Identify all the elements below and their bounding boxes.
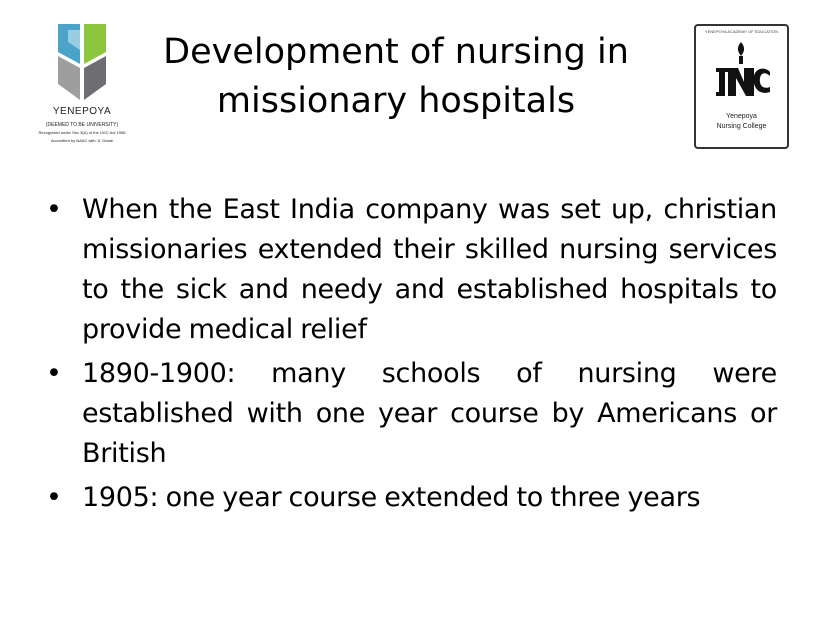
yenepoya-university-logo (22, 20, 142, 155)
bullet-text: 1905: one year course extended to three years (82, 482, 701, 513)
bullet-dot: • (46, 194, 62, 225)
logo-right-caption-2: Nursing College (716, 123, 767, 130)
bullet-text: 1890-1900: many schools of nursing were established with one year course by Americans or British (82, 358, 777, 469)
bullet-dot: • (46, 358, 62, 389)
logo-right-caption-1: Yenepoya (726, 113, 757, 120)
logo-left-line2: Recognized under Sec 3(A) of the UGC Act 1956 (38, 130, 126, 135)
bullet-list (46, 190, 777, 522)
logo-right-top-text: YENEPOYA ACADEMY OF EDUCATION (704, 29, 779, 34)
bullet-item (46, 478, 777, 518)
bullet-item (46, 190, 777, 350)
nursing-college-logo (694, 24, 789, 149)
bullet-dot: • (46, 482, 62, 513)
logo-left-line1: (DEEMED TO BE UNIVERSITY) (45, 122, 119, 128)
yenepoya-shield-icon (22, 20, 142, 106)
bullet-item (46, 354, 777, 474)
logo-left-name: YENEPOYA (52, 106, 112, 117)
bullet-text: When the East India company was set up, christian missionaries extended their skilled nursing services to the sick and needy and established hospitals to provide medical relief (82, 194, 777, 345)
slide-title: Development of nursing in missionary hospitals (163, 32, 629, 121)
logo-left-line3: Accredited by NAAC with 'A' Grade (50, 138, 114, 143)
nursing-college-emblem-icon (708, 38, 775, 108)
